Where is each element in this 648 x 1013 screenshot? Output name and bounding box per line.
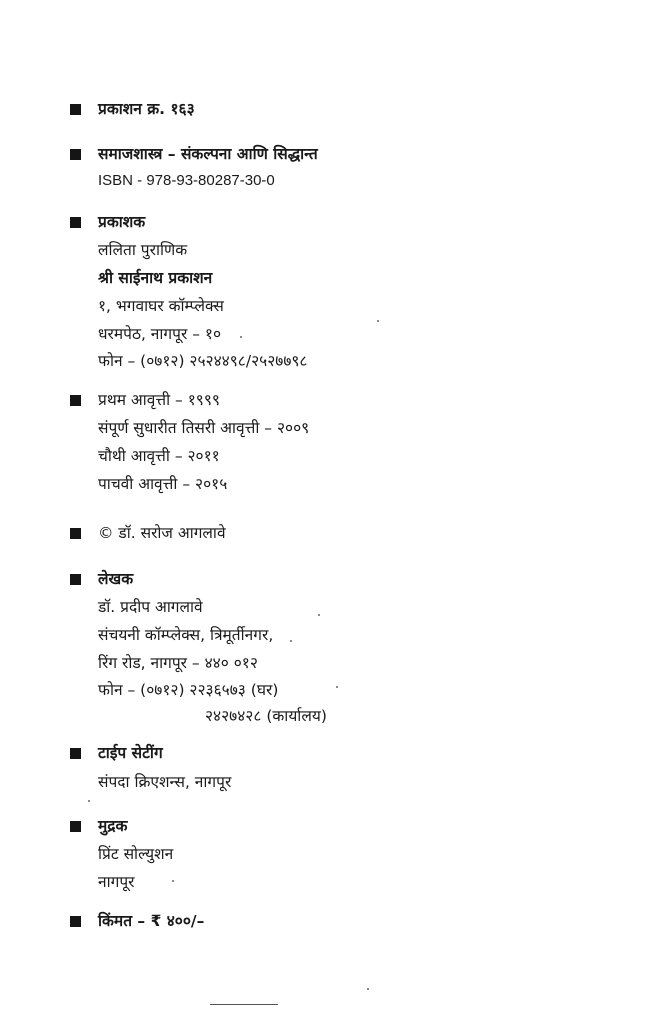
price: किंमत – ₹ ४००/– bbox=[98, 912, 205, 930]
author-heading: लेखक bbox=[98, 570, 134, 588]
printer-city: नागपूर bbox=[98, 873, 135, 891]
bullet-marker bbox=[70, 916, 81, 927]
bullet-marker bbox=[70, 821, 81, 832]
typesetting-heading: टाईप सेटींग bbox=[98, 744, 163, 762]
publisher-heading: प्रकाशक bbox=[98, 213, 146, 231]
publication-number: प्रकाशन क्र. १६३ bbox=[98, 100, 195, 118]
fifth-edition: पाचवी आवृत्ती – २०१५ bbox=[98, 475, 228, 493]
third-edition: संपूर्ण सुधारीत तिसरी आवृत्ती – २००९ bbox=[98, 419, 310, 437]
scan-speck bbox=[88, 800, 90, 802]
publisher-address-line1: १, भगवाघर कॉम्प्लेक्स bbox=[98, 297, 224, 315]
author-address-line2: रिंग रोड, नागपूर – ४४० ०१२ bbox=[98, 654, 258, 672]
scan-speck bbox=[377, 320, 379, 322]
scan-speck bbox=[290, 640, 292, 642]
copyright-holder: © डॉ. सरोज आगलावे bbox=[98, 524, 226, 542]
typesetting-name: संपदा क्रिएशन्स, नागपूर bbox=[98, 773, 232, 791]
scan-speck bbox=[367, 988, 369, 990]
bullet-marker bbox=[70, 217, 81, 228]
isbn: ISBN - 978-93-80287-30-0 bbox=[98, 172, 275, 189]
printer-name: प्रिंट सोल्युशन bbox=[98, 845, 174, 863]
author-phone-home: फोन – (०७१२) २२३६५७३ (घर) bbox=[98, 681, 279, 699]
bullet-marker bbox=[70, 149, 81, 160]
bullet-marker bbox=[70, 104, 81, 115]
scan-speck bbox=[336, 686, 338, 688]
book-title: समाजशास्त्र – संकल्पना आणि सिद्धान्त bbox=[98, 145, 318, 163]
publisher-address-line2: धरमपेठ, नागपूर – १० bbox=[98, 325, 222, 343]
fourth-edition: चौथी आवृत्ती – २०११ bbox=[98, 447, 220, 465]
bullet-marker bbox=[70, 748, 81, 759]
first-edition: प्रथम आवृत्ती – १९९९ bbox=[98, 391, 220, 409]
publisher-phone: फोन – (०७१२) २५२४४९८/२५२७७९८ bbox=[98, 352, 308, 370]
author-phone-office: २४२७४२८ (कार्यालय) bbox=[205, 707, 327, 725]
publisher-name: श्री साईनाथ प्रकाशन bbox=[98, 269, 213, 287]
bullet-marker bbox=[70, 574, 81, 585]
bullet-marker bbox=[70, 395, 81, 406]
scan-speck bbox=[172, 880, 174, 882]
scan-speck bbox=[240, 336, 242, 338]
bottom-rule bbox=[210, 1004, 278, 1005]
publisher-person: ललिता पुराणिक bbox=[98, 241, 188, 259]
printer-heading: मुद्रक bbox=[98, 817, 128, 835]
author-name: डॉ. प्रदीप आगलावे bbox=[98, 598, 203, 616]
author-address-line1: संचयनी कॉम्प्लेक्स, त्रिमूर्तीनगर, bbox=[98, 626, 274, 644]
scan-speck bbox=[318, 614, 320, 616]
bullet-marker bbox=[70, 528, 81, 539]
